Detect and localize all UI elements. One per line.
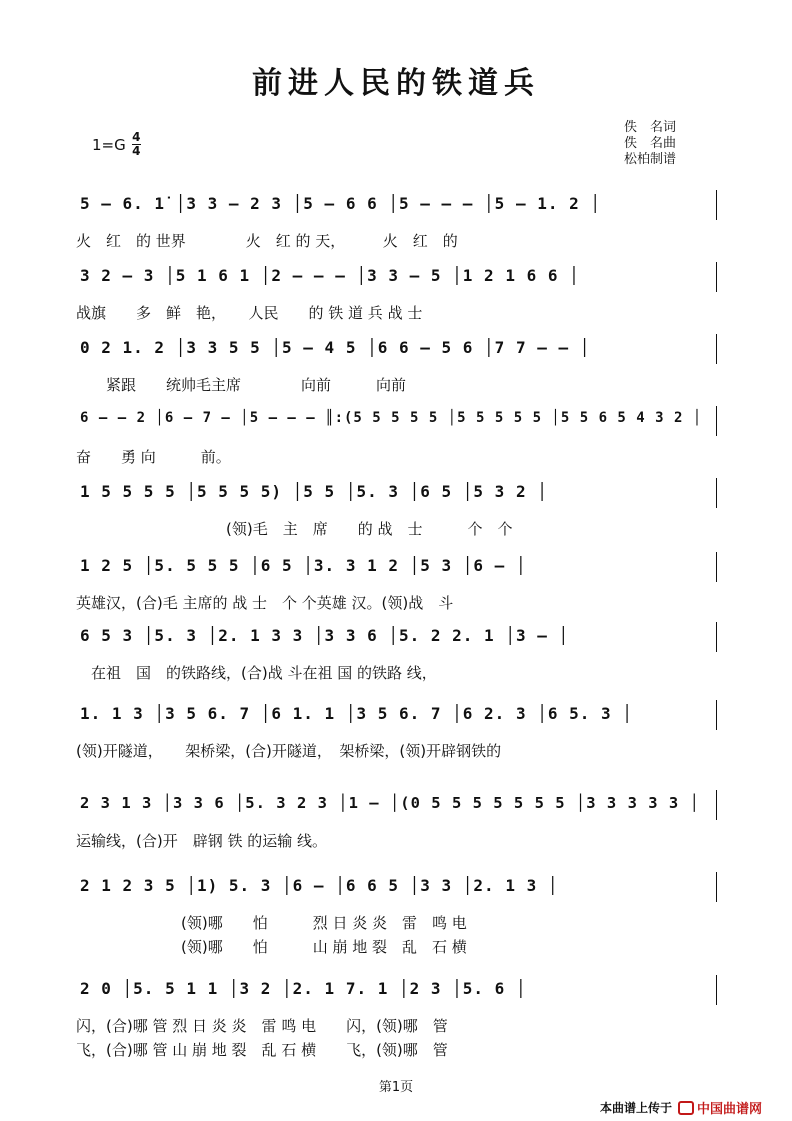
barline: [716, 790, 717, 820]
notes: 2 3 1 3 │3 3 6 │5. 3 2 3 │1 – │(0 5 5 5 5 5 5 5 │3 3 3 3 3 │: [80, 794, 700, 812]
page-title: 前进人民的铁道兵: [252, 66, 540, 101]
lyric-line: (领)毛 主 席 的 战 士 个 个: [76, 520, 513, 538]
notes: 1 2 5 │5. 5 5 5 │6 5 │3. 3 1 2 │5 3 │6 – │: [80, 556, 527, 575]
notes: 6 5 3 │5. 3 │2. 1 3 3 │3 3 6 │5. 2 2. 1 │3 – │: [80, 626, 570, 645]
notes: 6 – – 2 │6 – 7 – │5 – – – ║:(5 5 5 5 5 │5 5 5 5 5 │5 5 6 5 4 3 2 │: [80, 410, 703, 426]
barline: [716, 478, 717, 508]
barline: [716, 700, 717, 730]
notation-line: [76, 700, 716, 730]
notes: 1. 1 3 │3 5 6. 7 │6 1. 1 │3 5 6. 7 │6 2. 3 │6 5. 3 │: [80, 704, 633, 723]
notes: 2 0 │5. 5 1 1 │3 2 │2. 1 7. 1 │2 3 │5. 6 │: [80, 979, 527, 998]
lyric-line: 闪，(合)哪 管 烈 日 炎 炎 雷 鸣 电 闪，(领)哪 管: [76, 1017, 448, 1035]
site-name: 中国曲谱网: [697, 1102, 763, 1117]
lyric-line: 奋 勇 向 前。: [76, 448, 231, 466]
site-logo-icon: [678, 1101, 694, 1115]
notes: 5 – 6. 1̇ │3 3 – 2 3 │5 – 6 6 │5 – – – │5 – 1. 2 │: [80, 194, 602, 213]
notes: 0 2 1. 2 │3 3 5 5 │5 – 4 5 │6 6 – 5 6 │7 7 – – │: [80, 338, 591, 357]
credit-lyricist: 佚 名词: [624, 120, 677, 135]
lyric-line: (领)哪 怕 烈 日 炎 炎 雷 鸣 电: [76, 914, 467, 932]
credit-composer: 佚 名曲: [624, 136, 677, 151]
notation-line: [76, 975, 716, 1005]
barline: [716, 975, 717, 1005]
time-top: 4: [132, 130, 141, 144]
lyric-line: 火 红 的 世界 火 红 的 天， 火 红 的: [76, 232, 458, 250]
notes: 1 5 5 5 5 │5 5 5 5) │5 5 │5. 3 │6 5 │5 3 2 │: [80, 482, 548, 501]
source-note: [600, 1098, 762, 1117]
lyric-line: 紧跟 统帅毛主席 向前 向前: [76, 376, 407, 394]
page-number: 第1页: [378, 1080, 414, 1095]
barline: [716, 552, 717, 582]
lyric-line: 战旗 多 鲜 艳， 人民 的 铁 道 兵 战 士: [76, 304, 423, 322]
notation-line: [76, 790, 716, 820]
key-signature: [92, 132, 141, 157]
lyric-line: 飞，(合)哪 管 山 崩 地 裂 乱 石 横 飞，(领)哪 管: [76, 1041, 448, 1059]
lyric-line: (领)哪 怕 山 崩 地 裂 乱 石 横: [76, 938, 467, 956]
barline: [716, 334, 717, 364]
notation-line: [76, 622, 716, 652]
lyric-line: 运输线，(合)开 辟钢 铁 的运输 线。: [76, 832, 328, 850]
credits: [624, 120, 676, 168]
lyric-line: 在祖 国 的铁路线，(合)战 斗在祖 国 的铁路 线，: [76, 664, 437, 682]
notation-line: [76, 262, 716, 292]
barline: [716, 406, 717, 436]
notation-line: [76, 190, 716, 220]
notes: 3 2 – 3 │5 1 6 1 │2 – – – │3 3 – 5 │1 2 1 6 6 │: [80, 266, 580, 285]
source-label: 本曲谱上传于: [600, 1101, 673, 1115]
time-bottom: 4: [132, 144, 141, 158]
barline: [716, 190, 717, 220]
notation-line: [76, 478, 716, 508]
notation-line: [76, 406, 716, 436]
lyric-line: 英雄汉，(合)毛 主席的 战 士 个 个英雄 汉。(领)战 斗: [76, 594, 454, 612]
credit-notation: 松柏制谱: [624, 152, 677, 167]
key-label: 1=G: [92, 135, 126, 154]
notation-line: [76, 872, 716, 902]
notation-line: [76, 334, 716, 364]
notes: 2 1 2 3 5 │1) 5. 3 │6 – │6 6 5 │3 3 │2. 1 3 │: [80, 876, 559, 895]
barline: [716, 622, 717, 652]
barline: [716, 872, 717, 902]
site-logo: [678, 1098, 762, 1117]
barline: [716, 262, 717, 292]
notation-line: [76, 552, 716, 582]
lyric-line: (领)开隧道， 架桥梁，(合)开隧道， 架桥梁，(领)开辟钢铁的: [76, 742, 502, 760]
time-signature: [132, 132, 141, 157]
